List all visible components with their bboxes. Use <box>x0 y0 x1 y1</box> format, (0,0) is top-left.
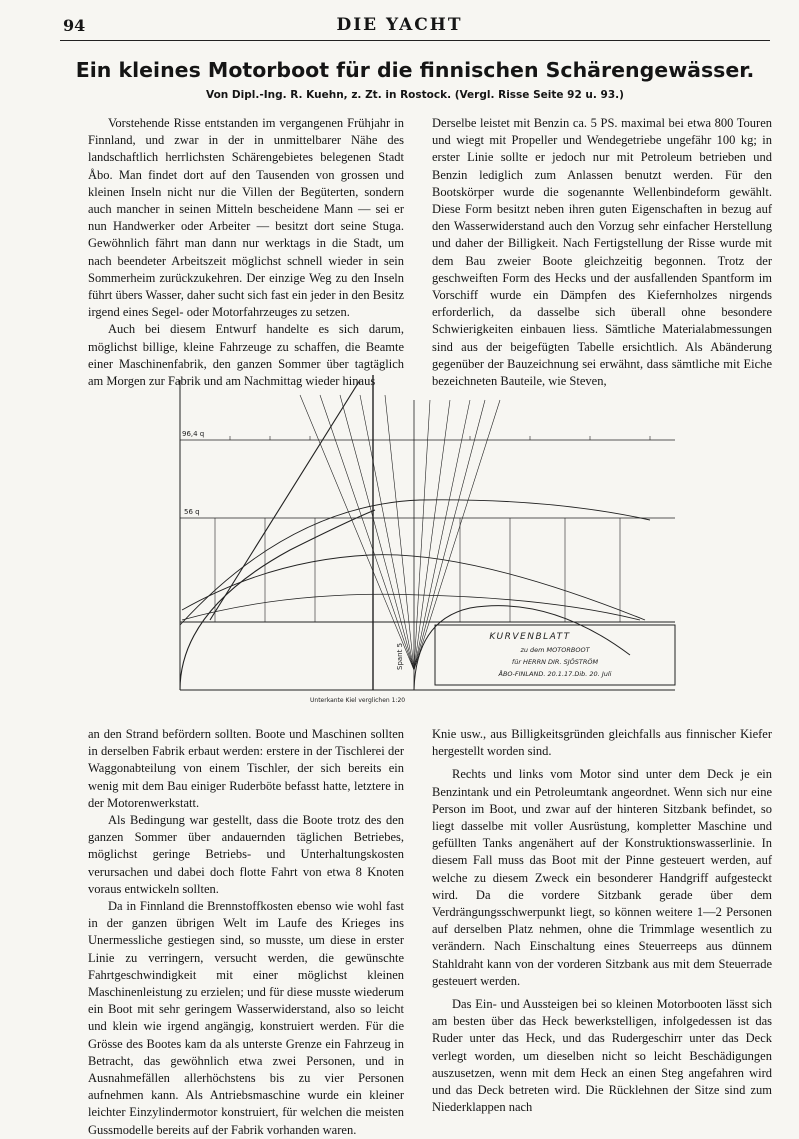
paragraph: Derselbe leistet mit Benzin ca. 5 PS. maximal bei etwa 800 Touren und wiegt mit Propeller und Wendegetriebe ungefähr 100 kg; in erster Linie sollte er jedoch nur mit Petroleum betrieben und Benzin lediglich zum Anlassen benutzt werden. Für den Bootskörper wurde die sogenannte Wellenbindeform gewählt. Diese Form besitzt neben ihren guten Eigenschaften in bezug auf den Wasserwiderstand auch den Vorzug sehr einfacher Herstellung und daher der Billigkeit. Nach Fertigstellung der Risse wurde mit dem Bau zweier Boote gleichzeitig begonnen. Trotz der geschweiften Form des Hecks und der ausfallenden Spantform im Vorschiff wurde ein Dämpfen des Kiefernholzes nirgends erforderlich, da dasselbe sich überall ohne besondere Schwierigkeiten einbauen liess. Sämtliche Materialabmessungen sind aus der beigefügten Tabelle ersichtlich. Als Abänderung gegenüber der Bauzeichnung sei erwähnt, dass sämtliche mit Eiche bezeichneten Bauteile, wie Steven, <box>432 116 772 389</box>
paragraph: an den Strand befördern sollten. Boote und Maschinen sollten in derselben Fabrik erbaut werden: erstere in der Tischlerei der Waggonabteilung von einem Tischler, der sich bereits ein wenig mit dem Bau einiger Ruderböte befasst hatte, letztere in der Motorenwerkstatt. <box>88 727 404 810</box>
figure-box-title: KURVENBLATT <box>489 632 571 642</box>
scale-marks <box>230 436 650 440</box>
header-rule <box>60 40 770 41</box>
waterline-curve <box>182 594 640 620</box>
figure-scale-note: Unterkante Kiel verglichen 1:20 <box>310 697 406 704</box>
diagonal-line <box>210 380 360 620</box>
bow-curve <box>180 510 375 690</box>
figure-box-line: für HERRN DIR. SJÖSTRÖM <box>511 658 599 666</box>
paragraph: Rechts und links vom Motor sind unter dem Deck je ein Benzintank und ein Petroleumtank angeordnet. Wenn sich nur eine Person im Boot, und zwar auf der hinteren Sitzbank befindet, so liegt dasselbe mit voller Ausrüstung, kompletter Maschine und gefüllten Tanks angenähert auf der Konstruktionswasserlinie. In diesem Fall muss das Boot mit der Pinne gesteuert werden, auf welche zu diesem Zweck ein besonderer Handgriff aufgesteckt wird. Da die vordere Sitzbank gerade über dem Verdrängungsschwerpunkt liegt, so können weitere 1—2 Personen auf derselben Platz nehmen, ohne die Trimmlage wesentlich zu verändern. Nach Einschaltung eines Steuerreeps aus dünnem Stahldraht kann von der vorderen Sitzbank aus mit dem Steuerrade gesteuert werden. <box>432 767 772 988</box>
page-number: 94 <box>63 16 86 35</box>
paragraph: Als Bedingung war gestellt, dass die Boote trotz des den ganzen Sommer über andauernden täglichen Betriebes, möglichst geringe Betriebs- und Unterhaltungskosten verursachen und dabei doch flotte Fahrt von etwa 8 Knoten voraus entwickeln sollten. <box>88 813 404 896</box>
article-title: Ein kleines Motorboot für die finnischen Schärengewässer. <box>75 58 755 82</box>
spant-label: Spant 5 <box>396 642 404 670</box>
displacement-curve <box>182 555 645 620</box>
column-bottom-left <box>88 726 404 1139</box>
area-curve <box>180 500 650 625</box>
running-title: DIE YACHT <box>336 15 463 35</box>
curve-label-96: 96,4 q <box>182 430 205 438</box>
article-byline: Von Dipl.-Ing. R. Kuehn, z. Zt. in Rostock. (Vergl. Risse Seite 92 u. 93.) <box>206 89 624 101</box>
paragraph: Knie usw., aus Billigkeitsgründen gleichfalls aus finnischer Kiefer hergestellt worden sind. <box>432 727 772 759</box>
curve-sheet-figure <box>170 370 685 715</box>
paragraph: Vorstehende Risse entstanden im vergangenen Frühjahr in Finnland, und zwar in der in unmittelbarer Nähe des landschaftlich herrlichsten Schärengebietes belegenen Stadt Åbo. Man findet dort auf den Tausenden von grossen und kleinen Inseln nicht nur die Villen der Begüterten, sondern auch mancher in seinen Mitteln bescheidene Mann — sei er nun Handwerker oder Arbeiter — besitzt dort seine Stuga. Gewöhnlich fährt man dann nur werktags in die Stadt, um nach beendeter Arbeitszeit möglichst schnell wieder in sein Sommerheim zurückzukehren. Der einzige Weg zu den Inseln führt übers Wasser, daher sucht sich fast ein jeder in den Besitz irgend eines Segel- oder Motorfahrzeuges zu setzen. <box>88 116 404 320</box>
curve-label-56: 56 q <box>184 508 200 516</box>
paragraph: Das Ein- und Aussteigen bei so kleinen Motorbooten lässt sich am besten über das Heck bewerkstelligen, infolgedessen ist das Ruder unter das Heck, und das Rudergeschirr unter das Deck verlegt worden, um dieselben nicht so leicht Beschädigungen auszusetzen, wenn mit dem Heck an einen Steg angefahren wird und das Deck betreten wird. Die Rücklehnen der Sitze sind zum Niederklappen nach <box>432 997 772 1115</box>
column-top-right <box>432 115 772 390</box>
figure-box-line: zu dem MOTORBOOT <box>520 646 590 654</box>
column-bottom-right <box>432 726 772 1116</box>
paragraph: Da in Finnland die Brennstoffkosten ebenso wie wohl fast in der ganzen übrigen Welt im Laufe des Krieges ins Unermessliche gestiegen sind, so musste, um diese in erster Linie zu verringern, versucht werden, die gewünschte Fahrtgeschwindigkeit mit einer möglichst kleinen Maschinenleistung zu erzielen; und für diese musste wiederum ein Boot mit sehr geringem Wasserwiderstand, also so leicht und klein wie irgend angängig, konstruiert werden. Für die Grösse des Bootes kam da als unterste Grenze ein Fahrzeug in Betracht, das gewöhnlich etwa zwei Personen, und in Ausnahmefällen allerhöchstens bis zu vier Personen aufnehmen kann. Als Antriebsmaschine wurde ein kleiner leichter Einzylindermotor konstruiert, für welchen die meisten Gussmodelle bereits auf der Fabrik vorhanden waren. <box>88 899 404 1137</box>
paragraph: Auch bei diesem Entwurf handelte es sich darum, möglichst billige, kleine Fahrzeuge zu schaffen, die Beamte einer Maschinenfabrik, den ganzen Sommer über tagtäglich am Morgen zur Fabrik und am Nachmittag wieder hinaus <box>88 322 404 389</box>
figure-box-line: ÅBO-FINLAND. 20.1.17.Dib. 20. Juli <box>498 670 612 678</box>
column-top-left <box>88 115 404 390</box>
